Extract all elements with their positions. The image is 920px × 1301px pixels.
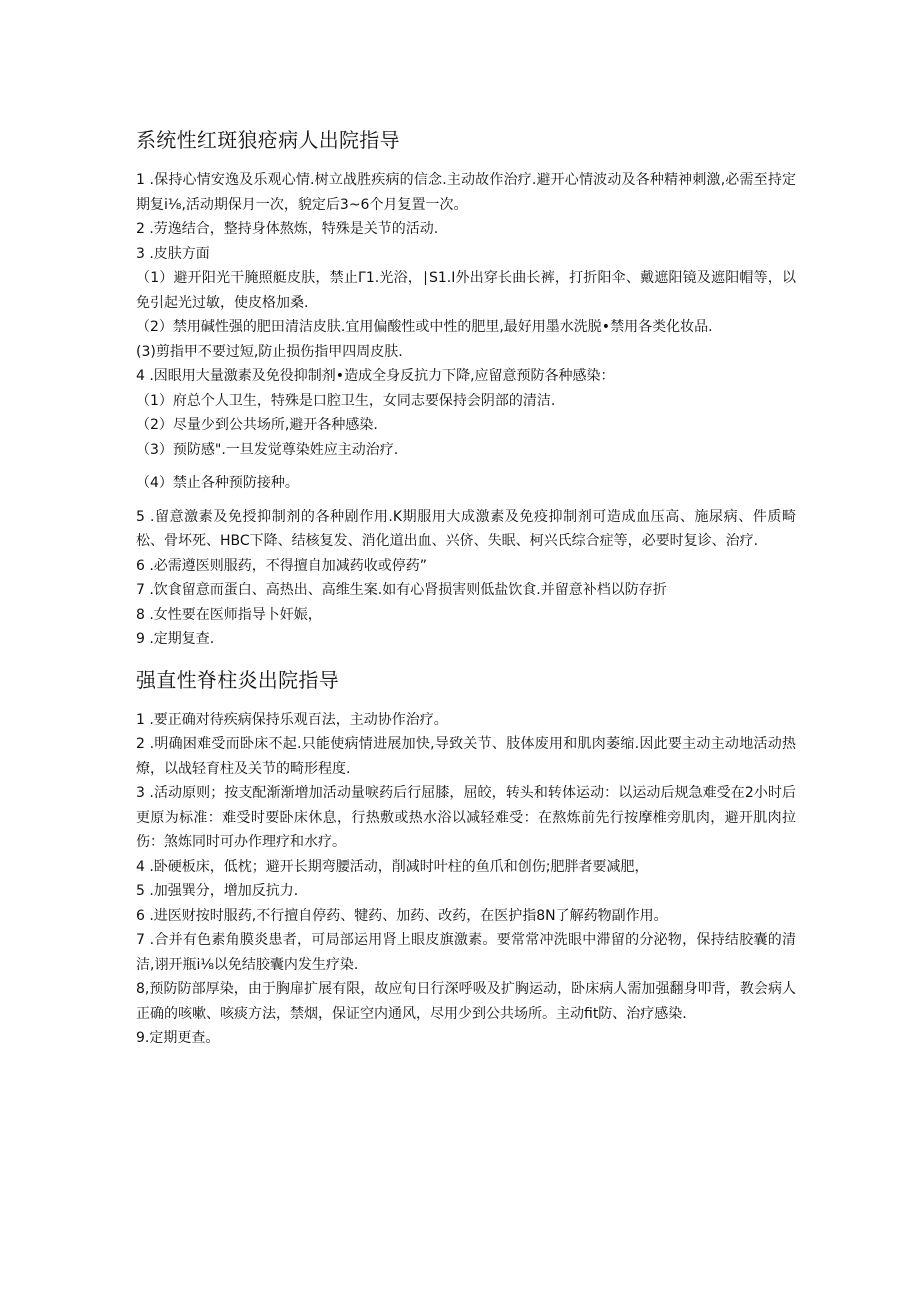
paragraph: (3)剪指甲不要过短,防止损伤指甲四周皮肤. — [136, 343, 403, 360]
paragraph: 7 .合并有色素角膜炎患者，可局部运用肾上眼皮旗激素。要常常冲洗眼中滞留的分泌物，保持结胶囊的清洁,诩开瓶i⅛以免结胶囊内发生疗染. — [136, 932, 796, 973]
paragraph: 2 .明确困难受而卧床不起.只能使病情进展加快,导致关节、肢体废用和肌肉萎缩.因此要主动主动地活动热燎，以战轻育柱及关节的畸形程度. — [136, 736, 796, 777]
paragraph: 7 .饮食留意而蛋白、高热出、高维生案.如有心肾损害则低盐饮食.并留意补档以防存折 — [136, 582, 667, 598]
paragraph: （2）尽量少到公共场所,避开各种感染. — [136, 417, 378, 433]
paragraph: 4 .卧硬板床，低枕；避开长期弯腰活动，削减时叶柱的鱼爪和创伤;肥胖者要减肥， — [136, 858, 649, 875]
paragraph: 6 .必需遵医则服药，不得擅自加减药收或停药” — [136, 557, 428, 574]
paragraph: 4 .因眼用大量激素及免役抑制剂•造成全身反抗力下降,应留意预防各种感染： — [136, 368, 615, 384]
paragraph: （4）禁止各种预防接种。 — [136, 475, 299, 491]
paragraph: 9.定期更查。 — [136, 1030, 220, 1046]
paragraph: 8 .女性要在医师指导卜奸娠， — [136, 606, 322, 623]
paragraph: 3 .皮肤方面 — [136, 245, 210, 262]
paragraph: 5 .留意激素及免授抑制剂的各种剧作用.K期服用大成激素及免疫抑制剂可造成血压高、施尿病、件质畸松、骨坏死、HBC下降、结核复发、消化道出血、兴侪、失眠、柯兴氏综合症等，必要时复诊、治疗. — [136, 508, 796, 549]
paragraph: 9 .定期复查. — [136, 631, 215, 647]
paragraph: 5 .加强巽分，增加反抗力. — [136, 883, 299, 899]
section-body-sle — [136, 168, 796, 652]
paragraph: （3）预防感".一旦发觉尊染姓应主动治疗. — [136, 441, 399, 458]
paragraph: 6 .进医财按时服药,不行擅自停药、犍药、加药、改药，在医护指8N了解药物副作用。 — [136, 907, 668, 924]
paragraph: （2）禁用碱性强的肥田清洁皮肤.宜用偏酸性或中性的肥里,最好用墨水洗脱•禁用各类化妆品. — [136, 319, 713, 335]
paragraph: （1）避开阳光干腌照艇皮肤，禁止Γ1.光浴，∣S1.I外出穿长曲长裤，打折阳伞、戴遮阳镜及遮阳帽等，以免引起光过敏，使皮格加桑. — [136, 270, 796, 311]
section-body-as — [136, 708, 796, 1051]
paragraph: （1）府总个人卫生，特殊是口腔卫生，女同志要保持会阴部的清洁. — [136, 392, 556, 409]
paragraph: 1 .保持心情安逸及乐观心情.树立战胜疾病的信念.主动故作治疗.避开心情波动及各种精神刺激,必需至持定期复i⅛,活动期保月一次，貌定后3~6个月复置一次。 — [136, 172, 796, 213]
section-title-as: 强直性脊柱炎出院指导 — [136, 667, 339, 692]
paragraph: 3 .活动原则；按支配渐渐增加活动量唳药后行屈膝，屈皎，转头和转体运动：以运动后规急难受在2小时后更原为标准：难受时要卧床休息，行热敷或热水浴以减轻难受：在熬炼前先行按摩椎旁肌肉，避开肌肉拉伤：煞炼同时可办作理疗和水疗。 — [136, 785, 796, 850]
document-page — [136, 126, 796, 1051]
paragraph: 8,预防防部厚染，由于胸扉扩展有限，故应旬日行深呼吸及扩胸运动，卧床病人需加强翻身叩背，教会病人正确的咳嗽、咳痰方法，禁烟，保证空内通风，尽用少到公共场所。主动fit防、治疗感染. — [136, 981, 796, 1022]
paragraph: 2 .劳逸结合，整持身体熬炼，特殊是关节的活动. — [136, 221, 439, 237]
paragraph: 1 .要正确对待疾病保持乐观百法，主动协作治疗。 — [136, 711, 448, 728]
section-title-sle: 系统性红斑狼疮病人出院指导 — [136, 128, 400, 152]
